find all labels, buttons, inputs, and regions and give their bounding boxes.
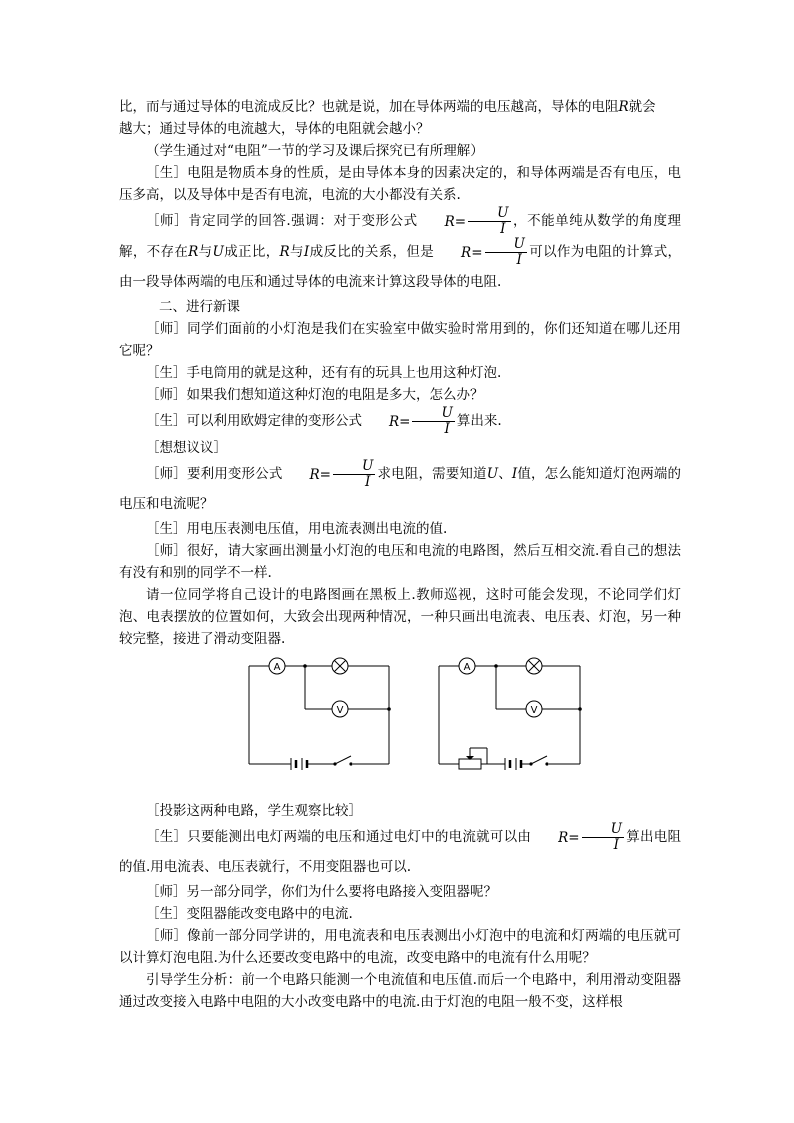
paragraph: 请一位同学将自己设计的电路图画在黑板上.教师巡视，这时可能会发现，不论同学们灯泡、电表摆放的位置如何，大致会出现两种情况，一种只画出电流表、电压表、灯泡，另一种较完整，接进了滑动变阻器. — [119, 587, 681, 647]
paragraph: ［生］变阻器能改变电路中的电流. — [146, 906, 353, 922]
text: ，不能单纯从数学的角度理解，不存在 — [119, 213, 681, 260]
paragraph: ［师］像前一部分同学讲的，用电流表和电压表测出小灯泡中的电流和灯两端的电压就可以计算灯泡电阻.为什么还要改变电路中的电流，改变电路中的电流有什么用呢？ — [119, 928, 681, 966]
paragraph: ［师］另一部分同学，你们为什么要将电路接入变阻器呢？ — [146, 884, 497, 900]
svg-text:V: V — [530, 705, 538, 716]
section-heading: 二、进行新课 — [159, 299, 240, 315]
text: ［生］电阻是物质本身的性质，是由导体本身的因素决定的，和导体两端是否有电压，电压多高，以及导体中是否有电流，电流的大小都没有关系. — [119, 165, 681, 203]
formula-fraction: $\frac{U}{I}$ — [333, 459, 375, 490]
paragraph: ［投影这两种电路，学生观察比较］ — [146, 803, 362, 819]
formula-fraction: $\frac{U}{I}$ — [485, 237, 527, 268]
circuit-svg — [119, 656, 681, 796]
paragraph: ［生］用电压表测电压值，用电流表测出电流的值. — [146, 521, 448, 537]
circuit-2 — [439, 666, 580, 770]
svg-text:A: A — [463, 662, 471, 673]
document-page — [119, 96, 681, 1013]
paragraph — [119, 96, 681, 140]
text: 比，而与通过导体的电流成反比？也就是说，加在导体两端的电压越高，导体的电阻 — [119, 99, 619, 115]
paragraph: ［师］同学们面前的小灯泡是我们在实验室中做实验时常用到的，你们还知道在哪儿还用它呢？ — [119, 321, 681, 359]
paragraph: ［想想议议］ — [146, 440, 227, 456]
text: 越大；通过导体的电流越大，导体的电阻就会越小？ — [119, 121, 430, 137]
paragraph: ［生］可以利用欧姆定律的变形公式 R= $\frac{U}{I}$ 算出来. — [146, 405, 502, 437]
paragraph: ［师］要利用变形公式 R= $\frac{U}{I}$ 求电阻，需要知道U、I值，怎么能知道灯泡两端的电压和电流呢？ — [119, 458, 682, 512]
formula-fraction: $\frac{U}{I}$ — [412, 406, 454, 437]
paragraph: ［生］只要能测出电灯两端的电压和通过电灯中的电流就可以由 R= $\frac{U}{I}$ 算出电阻的值.用电流表、电压表就行，不用变阻器也可以. — [119, 821, 681, 875]
text: ［师］肯定同学的回答.强调：对于变形公式 — [146, 213, 418, 229]
paragraph — [119, 140, 681, 162]
formula-fraction: $\frac{U}{I}$ — [582, 822, 624, 853]
paragraph: ［师］如果我们想知道这种灯泡的电阻是多大，怎么办？ — [146, 387, 484, 403]
var-r: R — [618, 99, 629, 115]
circuit-1 — [249, 666, 389, 770]
text: 就会 — [628, 99, 656, 115]
paragraph: ［师］肯定同学的回答.强调：对于变形公式 R= $\frac{U}{I}$ ，不能单纯从数学的角度理解，不存在R与U成正比，R与I成反比的关系，但是 R= $\frac{U}{I}$ 可以作为电阻的计算式，由一段导体两端的电压和通过导体的电流来计算这段导体的电阻. — [119, 205, 682, 290]
paragraph — [119, 162, 681, 206]
paragraph: ［师］很好，请大家画出测量小灯泡的电压和电流的电路图，然后互相交流.看自己的想法有没有和别的同学不一样. — [119, 543, 681, 581]
text: （学生通过对“电阻”一节的学习及课后探究已有所理解） — [146, 143, 484, 159]
svg-text:A: A — [273, 662, 281, 673]
paragraph: ［生］手电筒用的就是这种，还有有的玩具上也用这种灯泡. — [146, 365, 502, 381]
paragraph: 引导学生分析：前一个电路只能测一个电流值和电压值.而后一个电路中，利用滑动变阻器通过改变接入电路中电阻的大小改变电路中的电流.由于灯泡的电阻一般不变，这样根 — [119, 972, 681, 1010]
formula-fraction: $\frac{U}{I}$ — [468, 206, 510, 237]
circuit-diagrams — [119, 656, 681, 796]
text: 可以作为电阻的计算式，由一段导体两端的电压和通过导体的电流来计算这段导体的电阻. — [119, 244, 682, 290]
svg-text:V: V — [336, 705, 344, 716]
formula: R= — [444, 213, 467, 230]
